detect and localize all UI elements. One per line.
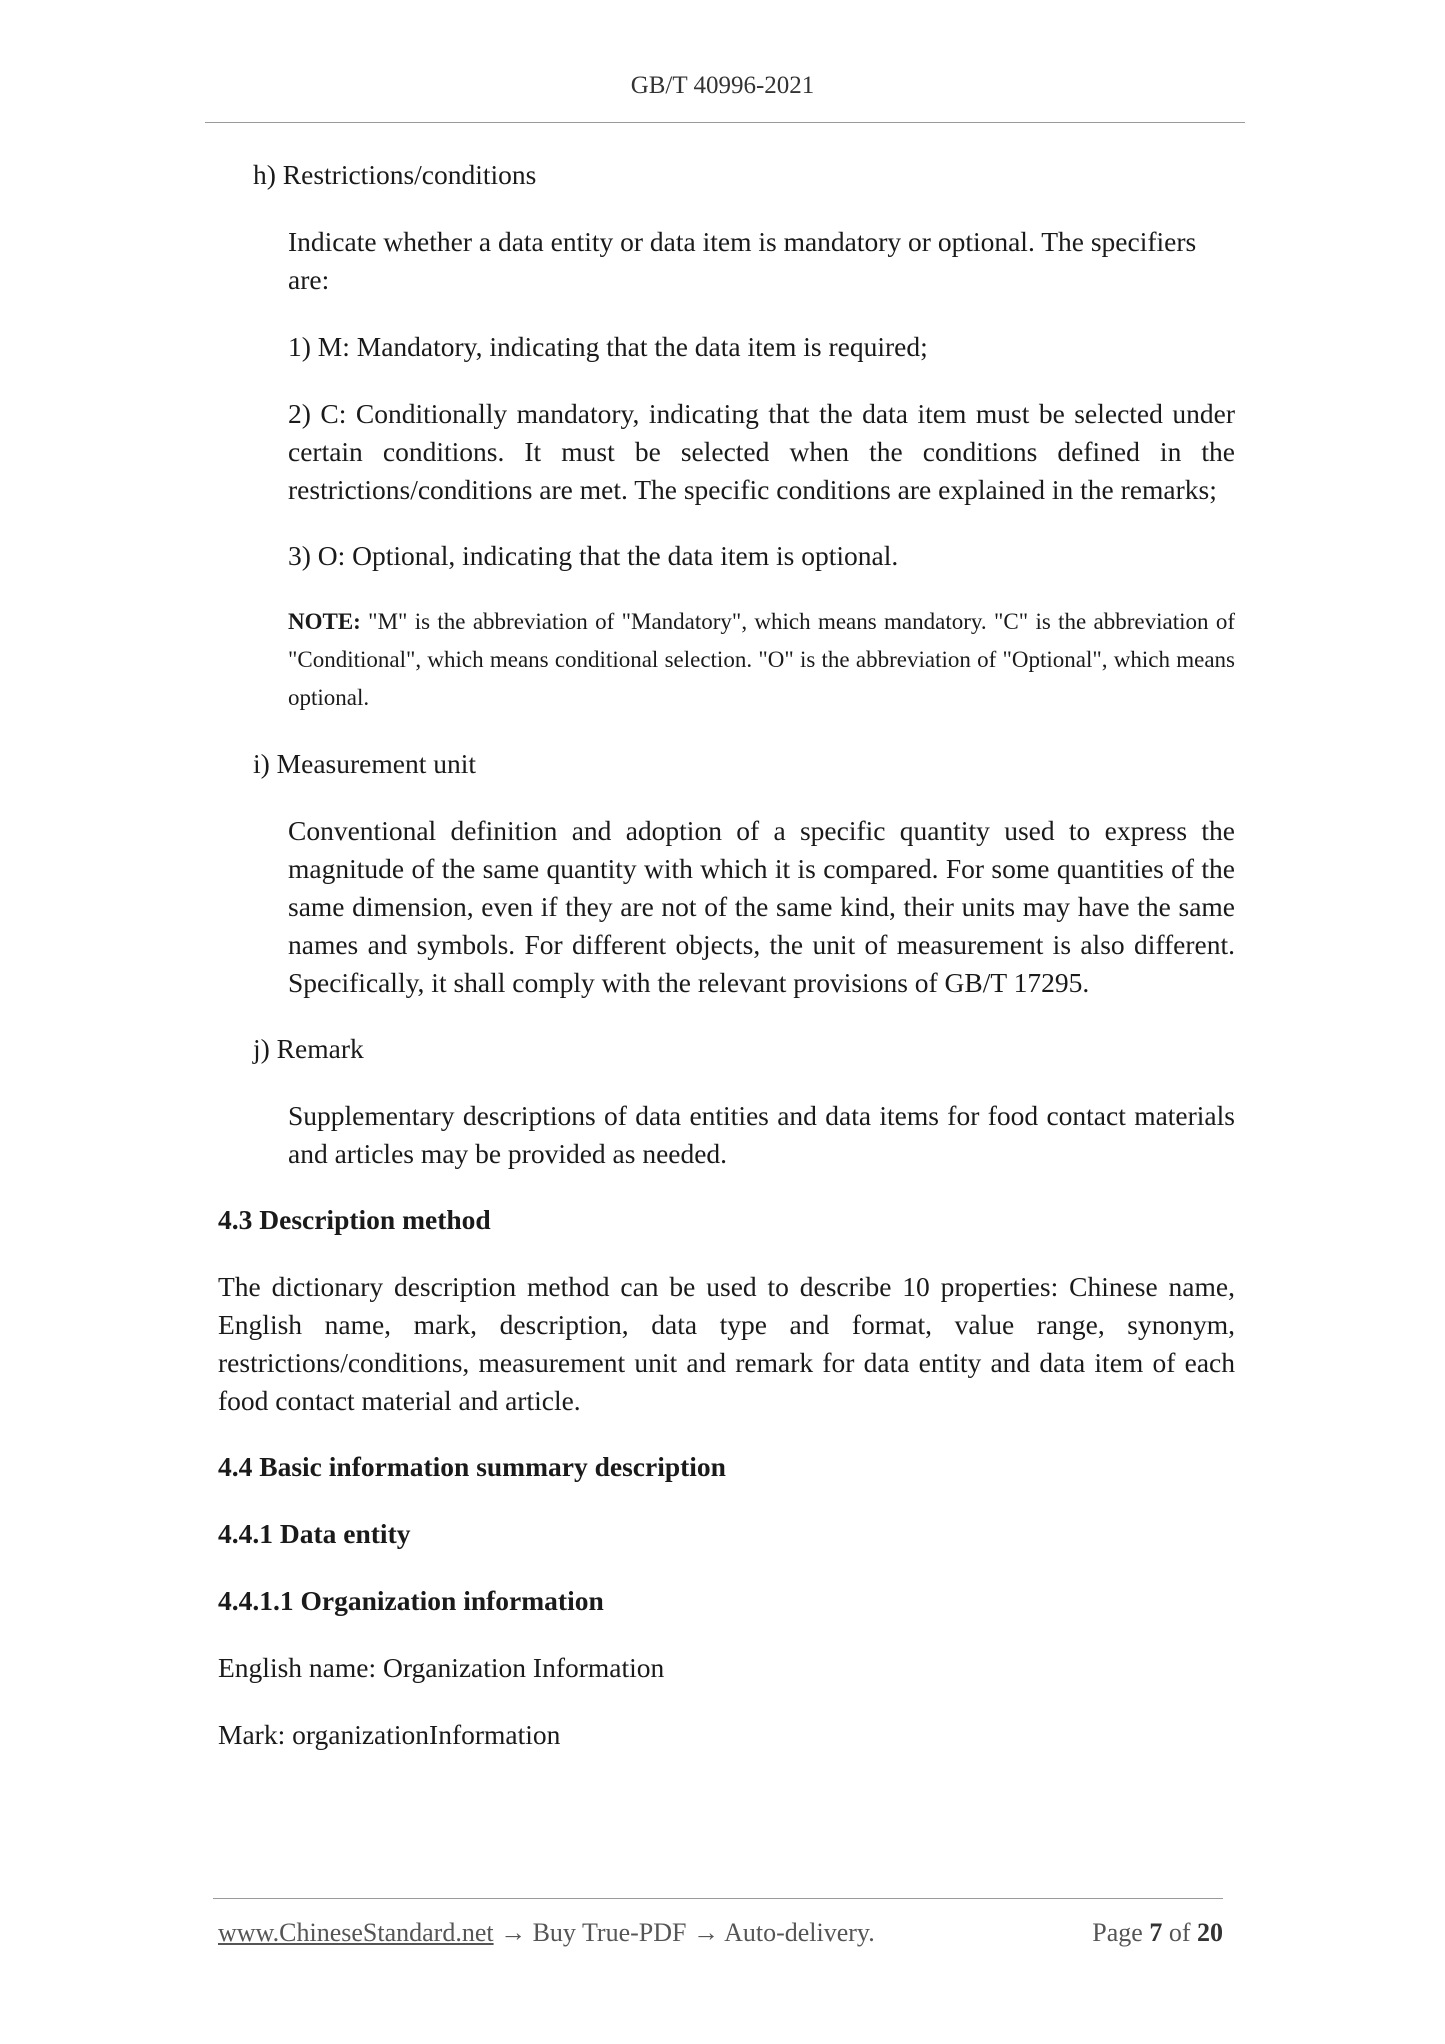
clause-i-title: i) Measurement unit — [253, 748, 476, 779]
english-name-line: English name: Organization Information — [218, 1652, 665, 1683]
section-4-3-body: The dictionary description method can be used to describe 10 properties: Chinese name, English name, mark, description, data type and format, value range, synonym, restrictions/conditions, measurement unit and remark for data entity and data item of each food contact material and article. — [218, 1271, 1235, 1416]
header-divider — [205, 122, 1245, 123]
page-body — [218, 156, 1235, 1754]
page-number — [1092, 1918, 1223, 1948]
section-4-4-1-heading: 4.4.1 Data entity — [218, 1518, 411, 1549]
page-footer — [218, 1918, 1223, 1958]
clause-i-body: Conventional definition and adoption of a specific quantity used to express the magnitude of the same quantity with which it is compared. For some quantities of the same dimension, even if they are not of the same kind, their units may have the same names and symbols. For different objects, the unit of measurement is also different. Specifically, it shall comply with the relevant provisions of GB/T 17295. — [288, 815, 1235, 998]
clause-j-body: Supplementary descriptions of data entities and data items for food contact materials and articles may be provided as needed. — [288, 1100, 1235, 1169]
document-header — [0, 72, 1445, 100]
of-label: of — [1168, 1918, 1191, 1947]
footer-divider — [213, 1898, 1223, 1899]
page-label: Page — [1092, 1918, 1143, 1947]
clause-j-title: j) Remark — [253, 1033, 364, 1064]
delivery-text: Auto-delivery. — [724, 1918, 875, 1947]
section-4-4-heading: 4.4 Basic information summary description — [218, 1451, 726, 1482]
mark-line: Mark: organizationInformation — [218, 1719, 561, 1750]
arrow-icon: → — [493, 1918, 533, 1947]
standard-number: GB/T 40996-2021 — [630, 72, 815, 99]
clause-h-note — [218, 603, 1235, 717]
total-pages: 20 — [1197, 1918, 1223, 1947]
note-label: NOTE: — [288, 609, 361, 634]
arrow-icon: → — [686, 1918, 725, 1947]
clause-h-title: h) Restrictions/conditions — [253, 159, 537, 190]
note-text: "M" is the abbreviation of "Mandatory", which means mandatory. "C" is the abbreviation of "Conditional", which means conditional selection. "O" is the abbreviation of "Optional", which means optional. — [288, 609, 1235, 710]
clause-h-item-1: 1) M: Mandatory, indicating that the data item is required; — [288, 331, 928, 362]
clause-h-intro: Indicate whether a data entity or data item is mandatory or optional. The specifiers are: — [288, 226, 1197, 295]
current-page: 7 — [1149, 1918, 1163, 1947]
buy-pdf-link[interactable]: Buy True-PDF — [532, 1918, 687, 1947]
section-4-3-heading: 4.3 Description method — [218, 1204, 491, 1235]
clause-h-item-3: 3) O: Optional, indicating that the data item is optional. — [288, 540, 899, 571]
website-link[interactable]: www.ChineseStandard.net — [218, 1918, 494, 1947]
clause-h-item-2: 2) C: Conditionally mandatory, indicating that the data item must be selected under certain conditions. It must be selected when the conditions defined in the restrictions/conditions are met. The specific conditions are explained in the remarks; — [288, 398, 1235, 505]
section-4-4-1-1-heading: 4.4.1.1 Organization information — [218, 1585, 604, 1616]
footer-promo — [218, 1918, 875, 1948]
